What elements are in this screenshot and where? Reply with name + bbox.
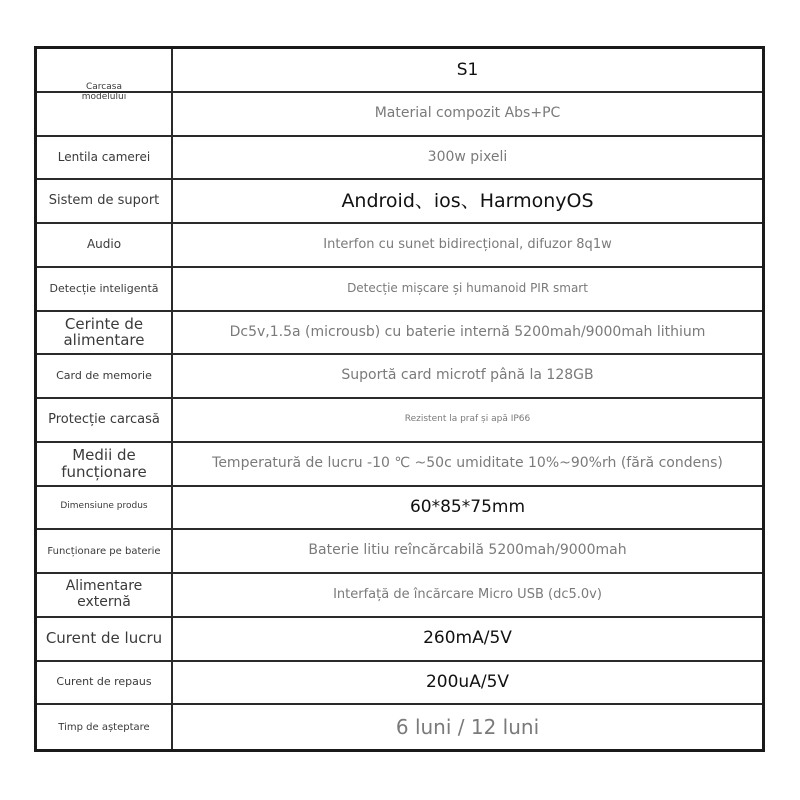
- value-smart-detection: Detecție mișcare și humanoid PIR smart: [173, 268, 762, 312]
- spec-table: [34, 46, 765, 752]
- label-operating-environment: Medii de funcționare: [37, 443, 173, 487]
- label-working-current: Curent de lucru: [37, 618, 173, 662]
- label-power-requirements: Cerinte de alimentare: [37, 312, 173, 356]
- value-power-requirements: Dc5v,1.5a (microusb) cu baterie internă 5200mah/9000mah lithium: [173, 312, 762, 356]
- label-supported-systems: Sistem de suport: [37, 180, 173, 224]
- value-audio: Interfon cu sunet bidirecțional, difuzor 8q1w: [173, 224, 762, 268]
- label-audio: Audio: [37, 224, 173, 268]
- value-memory-card: Suportă card microtf până la 128GB: [173, 355, 762, 399]
- value-external-power: Interfață de încărcare Micro USB (dc5.0v): [173, 574, 762, 618]
- value-battery-operation: Baterie litiu reîncărcabilă 5200mah/9000mah: [173, 530, 762, 574]
- label-standby-current: Curent de repaus: [37, 662, 173, 706]
- label-standby-time: Timp de așteptare: [37, 705, 173, 749]
- value-operating-environment: Temperatură de lucru -10 ℃ ~50c umiditate 10%~90%rh (fără condens): [173, 443, 762, 487]
- value-camera-lens: 300w pixeli: [173, 137, 762, 181]
- label-model-housing-line2: modelului: [81, 91, 127, 102]
- label-smart-detection: Detecție inteligentă: [37, 268, 173, 312]
- value-product-dimensions: 60*85*75mm: [173, 487, 762, 531]
- value-working-current: 260mA/5V: [173, 618, 762, 662]
- value-model: S1: [173, 49, 762, 93]
- label-external-power: Alimentare externă: [37, 574, 173, 618]
- label-battery-operation: Funcționare pe baterie: [37, 530, 173, 574]
- value-material: Material compozit Abs+PC: [173, 93, 762, 137]
- label-model-housing: [37, 49, 173, 137]
- label-memory-card: Card de memorie: [37, 355, 173, 399]
- label-product-dimensions: Dimensiune produs: [37, 487, 173, 531]
- value-standby-time: 6 luni / 12 luni: [395, 715, 540, 740]
- label-model-housing-line1: Carcasa: [86, 81, 122, 92]
- value-housing-protection: Rezistent la praf și apă IP66: [173, 399, 762, 443]
- value-standby-current: 200uA/5V: [173, 662, 762, 706]
- label-camera-lens: Lentila camerei: [37, 137, 173, 181]
- label-housing-protection: Protecție carcasă: [37, 399, 173, 443]
- value-supported-systems: Android、ios、HarmonyOS: [173, 180, 762, 224]
